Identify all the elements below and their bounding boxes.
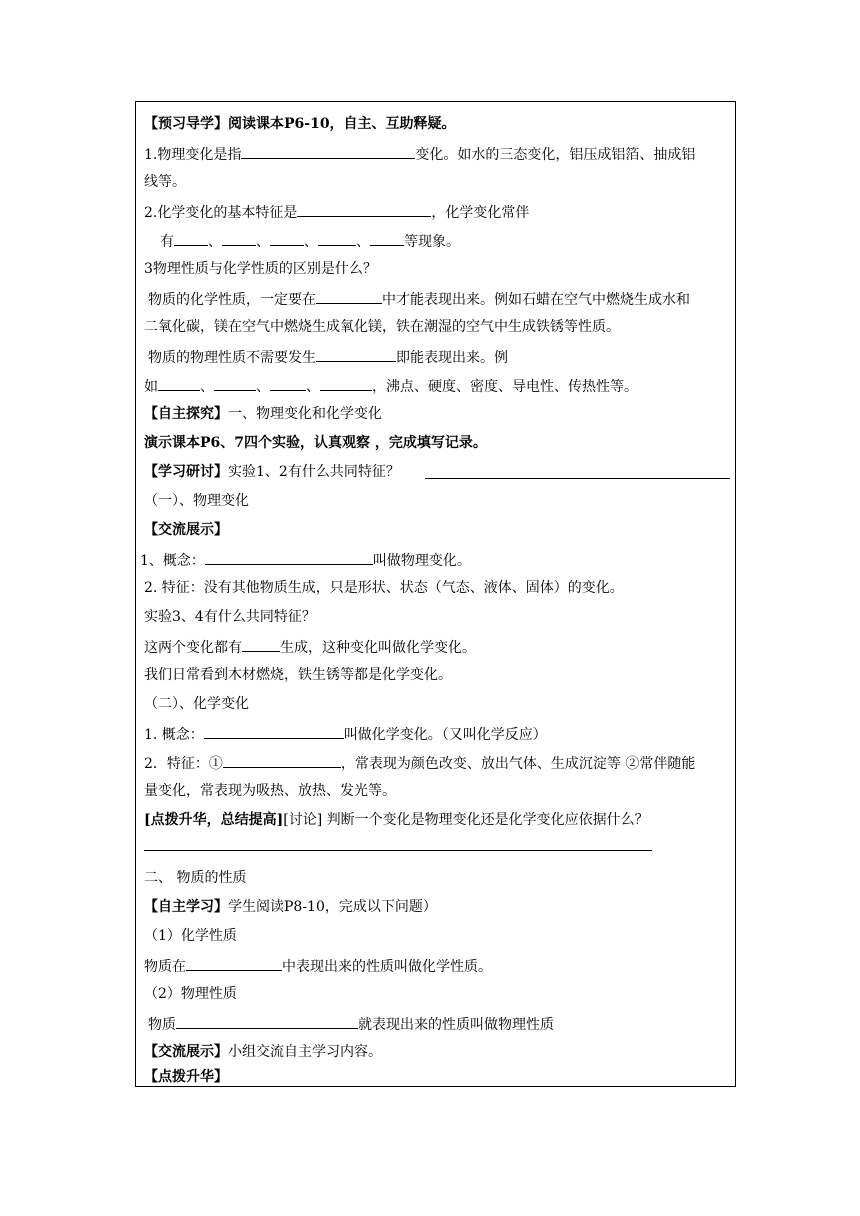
chem-property-heading: （1）化学性质 [144,928,237,944]
chem-feature-cont-line: 量变化，常表现为吸热、放热、发光等。 [144,783,396,799]
chem-feature-line [144,753,729,773]
worksheet-table-cell [135,101,736,1087]
phys-prop-cont-line [144,376,729,396]
chem-feature-b: ，常表现为颜色改变、放出气体、生成沉淀等 ②常伴随能 [340,756,696,772]
fill-blank[interactable] [205,550,373,565]
answer-line[interactable] [425,478,730,479]
section-text: 实验1、2有什么共同特征？ [228,464,400,480]
chem-concept-b: 叫做化学变化。（又叫化学反应） [343,727,547,743]
phys-property-b: 就表现出来的性质叫做物理性质 [358,1017,554,1033]
fill-blank[interactable] [204,724,344,739]
phys-prop-a: 物质的物理性质不需要发生 [148,350,316,366]
fill-blank[interactable] [241,144,415,159]
separator: 、 [208,234,222,250]
fill-blank[interactable] [370,231,404,246]
fill-blank[interactable] [176,1014,358,1029]
explore-line [144,405,729,423]
phys-prop-line [148,347,729,367]
both-changes-a: 这两个变化都有 [144,640,242,656]
chem-prop-line [148,289,729,309]
q3-line: 3物理性质与化学性质的区别是什么？ [144,261,377,277]
phys-prop-b: 即能表现出来。例 [396,350,508,366]
chem-property-line [144,956,729,976]
demo-line: 演示课本P6、7四个实验，认真观察 ，完成填写记录。 [144,435,487,451]
section-text: 一、物理变化和化学变化 [228,406,382,422]
daily-examples-line: 我们日常看到木材燃烧，铁生锈等都是化学变化。 [144,667,452,683]
phys-feature-line: 2. 特征：没有其他物质生成，只是形状、状态（气态、液体、固体）的变化。 [144,580,624,596]
separator: 、 [304,234,318,250]
elevate-heading: 【点拨升华】 [144,1069,228,1085]
exchange-heading: 【交流展示】 [144,522,228,538]
chem-concept-a: 1. 概念： [144,727,204,743]
physical-change-heading: （一）、物理变化 [144,493,249,509]
fill-blank[interactable] [297,202,431,217]
section-tag: 【预习导学】 [144,116,228,132]
summary-line [144,811,729,829]
fill-blank[interactable] [214,376,256,391]
fill-blank[interactable] [222,231,256,246]
chemical-change-heading: （二）、化学变化 [144,696,249,712]
q2-cont-end: 等现象。 [404,234,460,250]
q1-line [144,144,729,164]
phys-concept-a: 1、概念： [140,553,205,569]
section-tag: 【自主探究】 [144,406,228,422]
separator: 、 [256,379,270,395]
fill-blank[interactable] [186,956,282,971]
separator: 、 [356,234,370,250]
chem-prop-a: 物质的化学性质，一定要在 [148,292,316,308]
chem-prop-b: 中才能表现出来。例如石蜡在空气中燃烧生成水和 [382,292,690,308]
q1-cont-line: 线等。 [144,174,186,190]
q2-cont-a: 有 [160,234,174,250]
self-study-line [144,898,729,916]
section-text: 小组交流自主学习内容。 [228,1044,382,1060]
section-tag: 【交流展示】 [144,1044,228,1060]
exp34-line: 实验3、4有什么共同特征？ [144,609,316,625]
fill-blank[interactable] [318,231,356,246]
chem-prop-cont-line: 二氧化碳，镁在空气中燃烧生成氧化镁，铁在潮湿的空气中生成铁锈等性质。 [144,319,620,335]
section-text: 阅读课本P6-10，自主、互助释疑。 [228,116,456,132]
q2-text-b: ，化学变化常伴 [431,205,530,221]
q1-text-b: 变化。如水的三态变化，铝压成铝箔、抽成铝 [415,147,696,163]
both-changes-b: 生成，这种变化叫做化学变化。 [280,640,476,656]
fill-blank[interactable] [270,376,306,391]
separator: 、 [256,234,270,250]
phys-prop-cont-end: ，沸点、硬度、密度、导电性、传热性等。 [372,379,638,395]
phys-prop-cont-a: 如 [144,379,158,395]
chem-property-a: 物质在 [144,959,186,975]
properties-heading: 二、 物质的性质 [144,870,247,886]
fill-blank[interactable] [158,376,200,391]
fill-blank[interactable] [223,753,341,768]
chem-property-b: 中表现出来的性质叫做化学性质。 [282,959,492,975]
section-text: 学生阅读P8-10，完成以下问题） [228,899,437,915]
phys-property-a: 物质 [148,1017,176,1033]
q2-cont-line [160,231,729,251]
chem-concept-line [144,724,729,744]
q2-text-a: 2.化学变化的基本特征是 [144,205,298,221]
fill-blank[interactable] [316,347,396,362]
phys-property-line [148,1014,729,1034]
phys-concept-line [140,550,729,570]
answer-line[interactable] [144,850,652,851]
separator: 、 [306,379,320,395]
preview-guide-line [144,115,729,133]
fill-blank[interactable] [320,376,372,391]
section-tag: [点拨升华，总结提高] [144,812,284,828]
fill-blank[interactable] [242,637,280,652]
section-tag: 【自主学习】 [144,899,228,915]
q2-line [144,202,729,222]
section-text: [讨论] 判断一个变化是物理变化还是化学变化应依据什么？ [283,812,649,828]
both-changes-line [144,637,729,657]
fill-blank[interactable] [174,231,208,246]
fill-blank[interactable] [270,231,304,246]
section-tag: 【学习研讨】 [144,464,228,480]
phys-concept-b: 叫做物理变化。 [372,553,471,569]
q1-text-a: 1.物理变化是指 [144,147,242,163]
exchange-line [144,1043,729,1061]
separator: 、 [200,379,214,395]
fill-blank[interactable] [316,289,382,304]
chem-feature-a: 2．特征：① [144,756,223,772]
phys-property-heading: （2）物理性质 [144,986,237,1002]
